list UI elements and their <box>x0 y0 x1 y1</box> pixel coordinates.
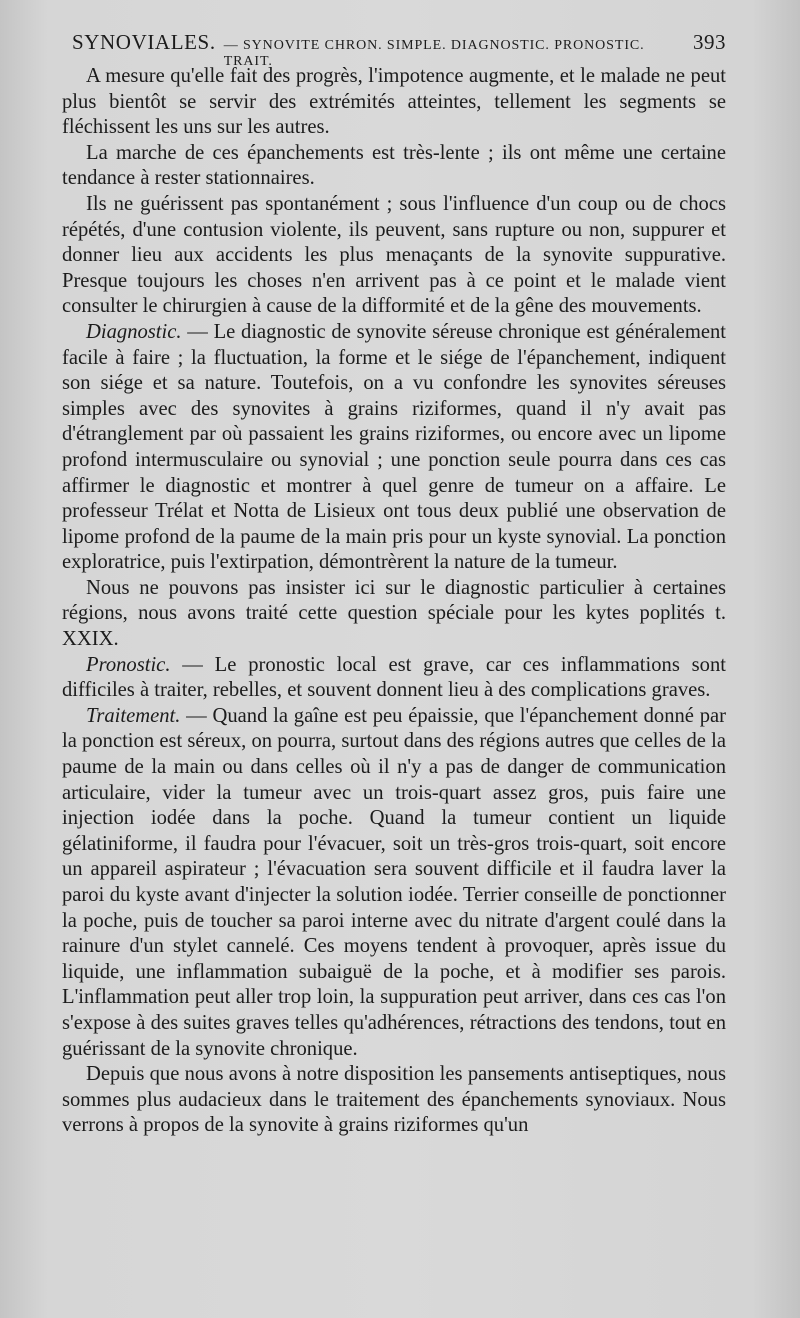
paragraph-text: Nous ne pouvons pas insister ici sur le diagnostic particulier à certaines régions, nous avons traité cette question spéciale pour les kytes poplités t. XXIX. <box>62 576 726 651</box>
paragraph-text: A mesure qu'elle fait des progrès, l'impotence augmente, et le malade ne peut plus bientôt se servir des extrémités atteintes, tellement les segments se fléchissent les uns sur les autres. <box>62 65 726 139</box>
paragraph-text: Depuis que nous avons à notre disposition les pansements antiseptiques, nous sommes plus audacieux dans le traitement des épanchements synoviaux. Nous verrons à propos de la synovite à grains riziformes qu'un <box>62 1063 726 1137</box>
paragraph-text: — Quand la gaîne est peu épaissie, que l'épanchement donné par la ponction est séreux, on pourra, surtout dans des régions autres que celles de la paume de la main ou dans celles où il n'y a pas de danger de communication articulaire, vider la tumeur avec un trois-quart assez gros, puis faire une injection iodée dans la poche. Quand la tumeur contient un liquide gélatiniforme, il faudra pour l'évacuer, soit un très-gros trois-quart, soit encore un appareil aspirateur ; l'évacuation sera souvent difficile et il faudra laver la paroi du kyste avant d'injecter la solution iodée. Terrier conseille de ponctionner la poche, puis de toucher sa paroi interne avec du nitrate d'argent coulé dans la rainure d'un stylet cannelé. Ces moyens tendent à provoquer, après issue du liquide, une inflammation subaiguë de la poche, et à modifier ses parois. L'inflammation peut aller trop loin, la suppuration peut arriver, dans ces cas l'on s'expose à des suites graves telles qu'adhérences, rétractions des tendons, tout en guérissant de la synovite chronique. <box>62 704 726 1060</box>
body-text <box>62 64 726 1139</box>
paragraph-regions <box>62 576 726 653</box>
running-head-subject: — SYNOVITE CHRON. SIMPLE. DIAGNOSTIC. PRONOSTIC. TRAIT. <box>223 38 645 69</box>
page-number: 393 <box>693 30 726 54</box>
paragraph-guerison <box>62 192 726 320</box>
paragraph-lead: Diagnostic. <box>86 320 182 343</box>
running-head-section: SYNOVIALES. <box>72 30 216 54</box>
paragraph-lead: Traitement. <box>86 704 181 727</box>
paragraph-text: La marche de ces épanchements est très-lente ; ils ont même une certaine tendance à rester stationnaires. <box>62 141 726 190</box>
paragraph-impotence <box>62 64 726 141</box>
paragraph-antiseptiques <box>62 1062 726 1139</box>
paragraph-marche <box>62 141 726 192</box>
paragraph-text: — Le diagnostic de synovite séreuse chronique est généralement facile à faire ; la fluctuation, la forme et le siége de l'épanchement, indiquent son siége et sa nature. Toutefois, on a vu confondre les synovites séreuses simples avec des synovites à grains riziformes, quand il n'y avait pas d'étranglement par où passaient les grains riziformes, ou encore avec un lipome profond intermusculaire ou synovial ; une ponction seule pourra dans ces cas affirmer le diagnostic et montrer à quel genre de tumeur on a affaire. Le professeur Trélat et Notta de Lisieux ont tous deux publié une observation de lipome profond de la paume de la main pris pour un kyste synovial. La ponction exploratrice, puis l'extirpation, démontrèrent la nature de la tumeur. <box>62 320 726 574</box>
paragraph-diagnostic <box>62 320 726 576</box>
running-head <box>72 30 726 69</box>
paragraph-traitement <box>62 704 726 1062</box>
paragraph-pronostic <box>62 653 726 704</box>
paragraph-text: — Le pronostic local est grave, car ces inflammations sont difficiles à traiter, rebelles, et souvent donnent lieu à des complications graves. <box>62 653 726 702</box>
paragraph-text: Ils ne guérissent pas spontanément ; sous l'influence d'un coup ou de chocs répétés, d'une contusion violente, ils peuvent, sans rupture ou non, suppurer et donner lieu aux accidents les plus menaçants de la synovite suppurative. Presque toujours les choses n'en arrivent pas à ce point et le malade vient consulter le chirurgien à cause de la difformité et de la gêne des mouvements. <box>62 192 726 318</box>
paragraph-lead: Pronostic. <box>86 653 171 676</box>
